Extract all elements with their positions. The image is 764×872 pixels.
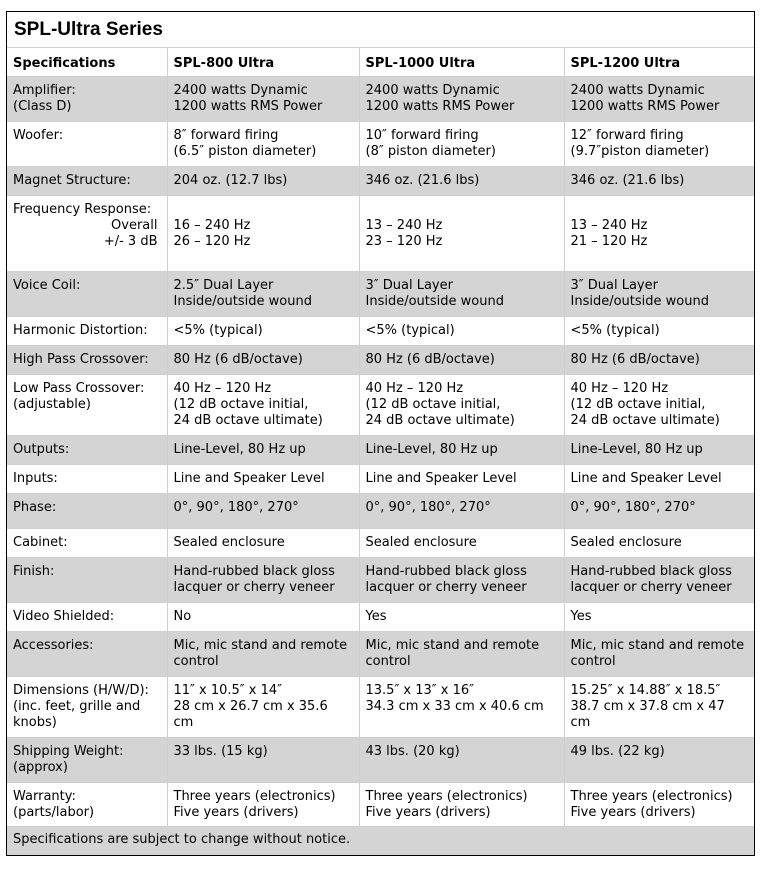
table-row bbox=[7, 272, 755, 317]
spec-label: Accessories: bbox=[7, 632, 167, 677]
spec-value: 346 oz. (21.6 lbs) bbox=[359, 167, 564, 196]
spec-value: Line and Speaker Level bbox=[564, 465, 755, 494]
spec-value: 80 Hz (6 dB/octave) bbox=[564, 346, 755, 375]
spec-value: 3″ Dual Layer Inside/outside wound bbox=[564, 272, 755, 317]
column-header: Specifications bbox=[7, 48, 167, 77]
spec-value: 346 oz. (21.6 lbs) bbox=[564, 167, 755, 196]
spec-value: Three years (electronics) Five years (drivers) bbox=[167, 783, 359, 828]
spec-label: Warranty: (parts/labor) bbox=[7, 783, 167, 828]
spec-value: 2400 watts Dynamic 1200 watts RMS Power bbox=[564, 77, 755, 122]
spec-label: Dimensions (H/W/D): (inc. feet, grille and knobs) bbox=[7, 677, 167, 738]
spec-label: Woofer: bbox=[7, 122, 167, 167]
spacer bbox=[366, 202, 559, 218]
spec-value: <5% (typical) bbox=[359, 317, 564, 346]
table-row bbox=[7, 632, 755, 677]
spec-value: 3″ Dual Layer Inside/outside wound bbox=[359, 272, 564, 317]
spec-value: 80 Hz (6 dB/octave) bbox=[359, 346, 564, 375]
table-row bbox=[7, 436, 755, 465]
spec-value: 0°, 90°, 180°, 270° bbox=[564, 494, 755, 529]
spec-value: 49 lbs. (22 kg) bbox=[564, 738, 755, 783]
spec-label: High Pass Crossover: bbox=[7, 346, 167, 375]
spec-value: <5% (typical) bbox=[564, 317, 755, 346]
table-row bbox=[7, 346, 755, 375]
spec-label: Shipping Weight: (approx) bbox=[7, 738, 167, 783]
spec-value: <5% (typical) bbox=[167, 317, 359, 346]
spec-label: Magnet Structure: bbox=[7, 167, 167, 196]
spec-value: 2400 watts Dynamic 1200 watts RMS Power bbox=[167, 77, 359, 122]
spec-value: Line-Level, 80 Hz up bbox=[167, 436, 359, 465]
spec-sublabel: +/- 3 dB bbox=[103, 234, 158, 249]
table-row bbox=[7, 494, 755, 529]
spec-value-text: 13 – 240 Hz 21 – 120 Hz bbox=[570, 218, 648, 249]
spec-value: 40 Hz – 120 Hz (12 dB octave initial, 24 dB octave ultimate) bbox=[167, 375, 359, 436]
spec-value: 12″ forward firing (9.7″piston diameter) bbox=[564, 122, 755, 167]
spec-value: Sealed enclosure bbox=[359, 529, 564, 558]
table-row bbox=[7, 375, 755, 436]
spec-value-text: 13 – 240 Hz 23 – 120 Hz bbox=[365, 218, 443, 249]
spec-value: Mic, mic stand and remote control bbox=[564, 632, 755, 677]
table-row bbox=[7, 77, 755, 122]
spec-value bbox=[564, 196, 755, 272]
spec-label bbox=[7, 196, 167, 272]
spec-value: 80 Hz (6 dB/octave) bbox=[167, 346, 359, 375]
table-row bbox=[7, 317, 755, 346]
spec-value: Three years (electronics) Five years (drivers) bbox=[570, 789, 733, 820]
table-row bbox=[7, 677, 755, 738]
spec-label-main: Frequency Response: bbox=[13, 202, 152, 217]
spec-value: 0°, 90°, 180°, 270° bbox=[359, 494, 564, 529]
table-header-row bbox=[7, 48, 755, 77]
spec-value: 2400 watts Dynamic 1200 watts RMS Power bbox=[359, 77, 564, 122]
spec-value: 40 Hz – 120 Hz (12 dB octave initial, 24 dB octave ultimate) bbox=[359, 375, 564, 436]
spec-value: Line-Level, 80 Hz up bbox=[564, 436, 755, 465]
column-header: SPL-1000 Ultra bbox=[359, 48, 564, 77]
spec-value: No bbox=[167, 603, 359, 632]
spec-value: 13.5″ x 13″ x 16″ 34.3 cm x 33 cm x 40.6 cm bbox=[359, 677, 564, 738]
spec-value bbox=[359, 196, 564, 272]
spec-value: 11″ x 10.5″ x 14″ 28 cm x 26.7 cm x 35.6 cm bbox=[167, 677, 359, 738]
spec-value: 40 Hz – 120 Hz (12 dB octave initial, 24 dB octave ultimate) bbox=[564, 375, 755, 436]
spec-value bbox=[167, 196, 359, 272]
column-header: SPL-800 Ultra bbox=[167, 48, 359, 77]
table-row bbox=[7, 196, 755, 272]
spec-value: 43 lbs. (20 kg) bbox=[359, 738, 564, 783]
spec-value-text: 16 – 240 Hz 26 – 120 Hz bbox=[173, 218, 251, 249]
table-row bbox=[7, 558, 755, 603]
spec-value: Yes bbox=[564, 603, 755, 632]
spec-label: Inputs: bbox=[7, 465, 167, 494]
spec-sheet bbox=[6, 11, 755, 856]
column-header: SPL-1200 Ultra bbox=[564, 48, 755, 77]
spec-label: Low Pass Crossover: (adjustable) bbox=[7, 375, 167, 436]
spec-label: Video Shielded: bbox=[7, 603, 167, 632]
spec-label: Voice Coil: bbox=[7, 272, 167, 317]
spec-value: Mic, mic stand and remote control bbox=[167, 632, 359, 677]
spec-value: Hand-rubbed black gloss lacquer or cherry veneer bbox=[564, 558, 755, 603]
table-row bbox=[7, 603, 755, 632]
spec-label: Cabinet: bbox=[7, 529, 167, 558]
spec-value: Line-Level, 80 Hz up bbox=[359, 436, 564, 465]
table-row bbox=[7, 783, 755, 828]
spacer bbox=[174, 202, 354, 218]
spec-value: 2.5″ Dual Layer Inside/outside wound bbox=[167, 272, 359, 317]
table-row bbox=[7, 122, 755, 167]
page-title: SPL-Ultra Series bbox=[7, 12, 754, 48]
spec-value: Sealed enclosure bbox=[564, 529, 755, 558]
spec-label: Amplifier: (Class D) bbox=[7, 77, 167, 122]
spec-value: 33 lbs. (15 kg) bbox=[167, 738, 359, 783]
spec-sublabel: Overall bbox=[111, 218, 158, 233]
spec-value: Yes bbox=[359, 603, 564, 632]
footer-note: Specifications are subject to change without notice. bbox=[7, 826, 754, 855]
spec-value: Hand-rubbed black gloss lacquer or cherry veneer bbox=[167, 558, 359, 603]
spec-value: 10″ forward firing (8″ piston diameter) bbox=[359, 122, 564, 167]
spec-value: Three years (electronics) Five years (drivers) bbox=[359, 783, 564, 828]
spec-value: Line and Speaker Level bbox=[359, 465, 564, 494]
spec-value: 204 oz. (12.7 lbs) bbox=[167, 167, 359, 196]
spec-value: 15.25″ x 14.88″ x 18.5″ 38.7 cm x 37.8 cm x 47 cm bbox=[564, 677, 755, 738]
table-row bbox=[7, 167, 755, 196]
spec-value: Sealed enclosure bbox=[167, 529, 359, 558]
spec-label: Harmonic Distortion: bbox=[7, 317, 167, 346]
spec-label: Outputs: bbox=[7, 436, 167, 465]
spec-value: Mic, mic stand and remote control bbox=[359, 632, 564, 677]
spec-value: 0°, 90°, 180°, 270° bbox=[167, 494, 359, 529]
table-row bbox=[7, 529, 755, 558]
spacer bbox=[571, 202, 752, 218]
spec-value: Line and Speaker Level bbox=[167, 465, 359, 494]
table-row bbox=[7, 738, 755, 783]
spec-label: Phase: bbox=[7, 494, 167, 529]
spec-value: Hand-rubbed black gloss lacquer or cherry veneer bbox=[359, 558, 564, 603]
table-row bbox=[7, 465, 755, 494]
spec-value: 8″ forward firing (6.5″ piston diameter) bbox=[167, 122, 359, 167]
spec-table bbox=[7, 48, 755, 828]
spec-label: Finish: bbox=[7, 558, 167, 603]
